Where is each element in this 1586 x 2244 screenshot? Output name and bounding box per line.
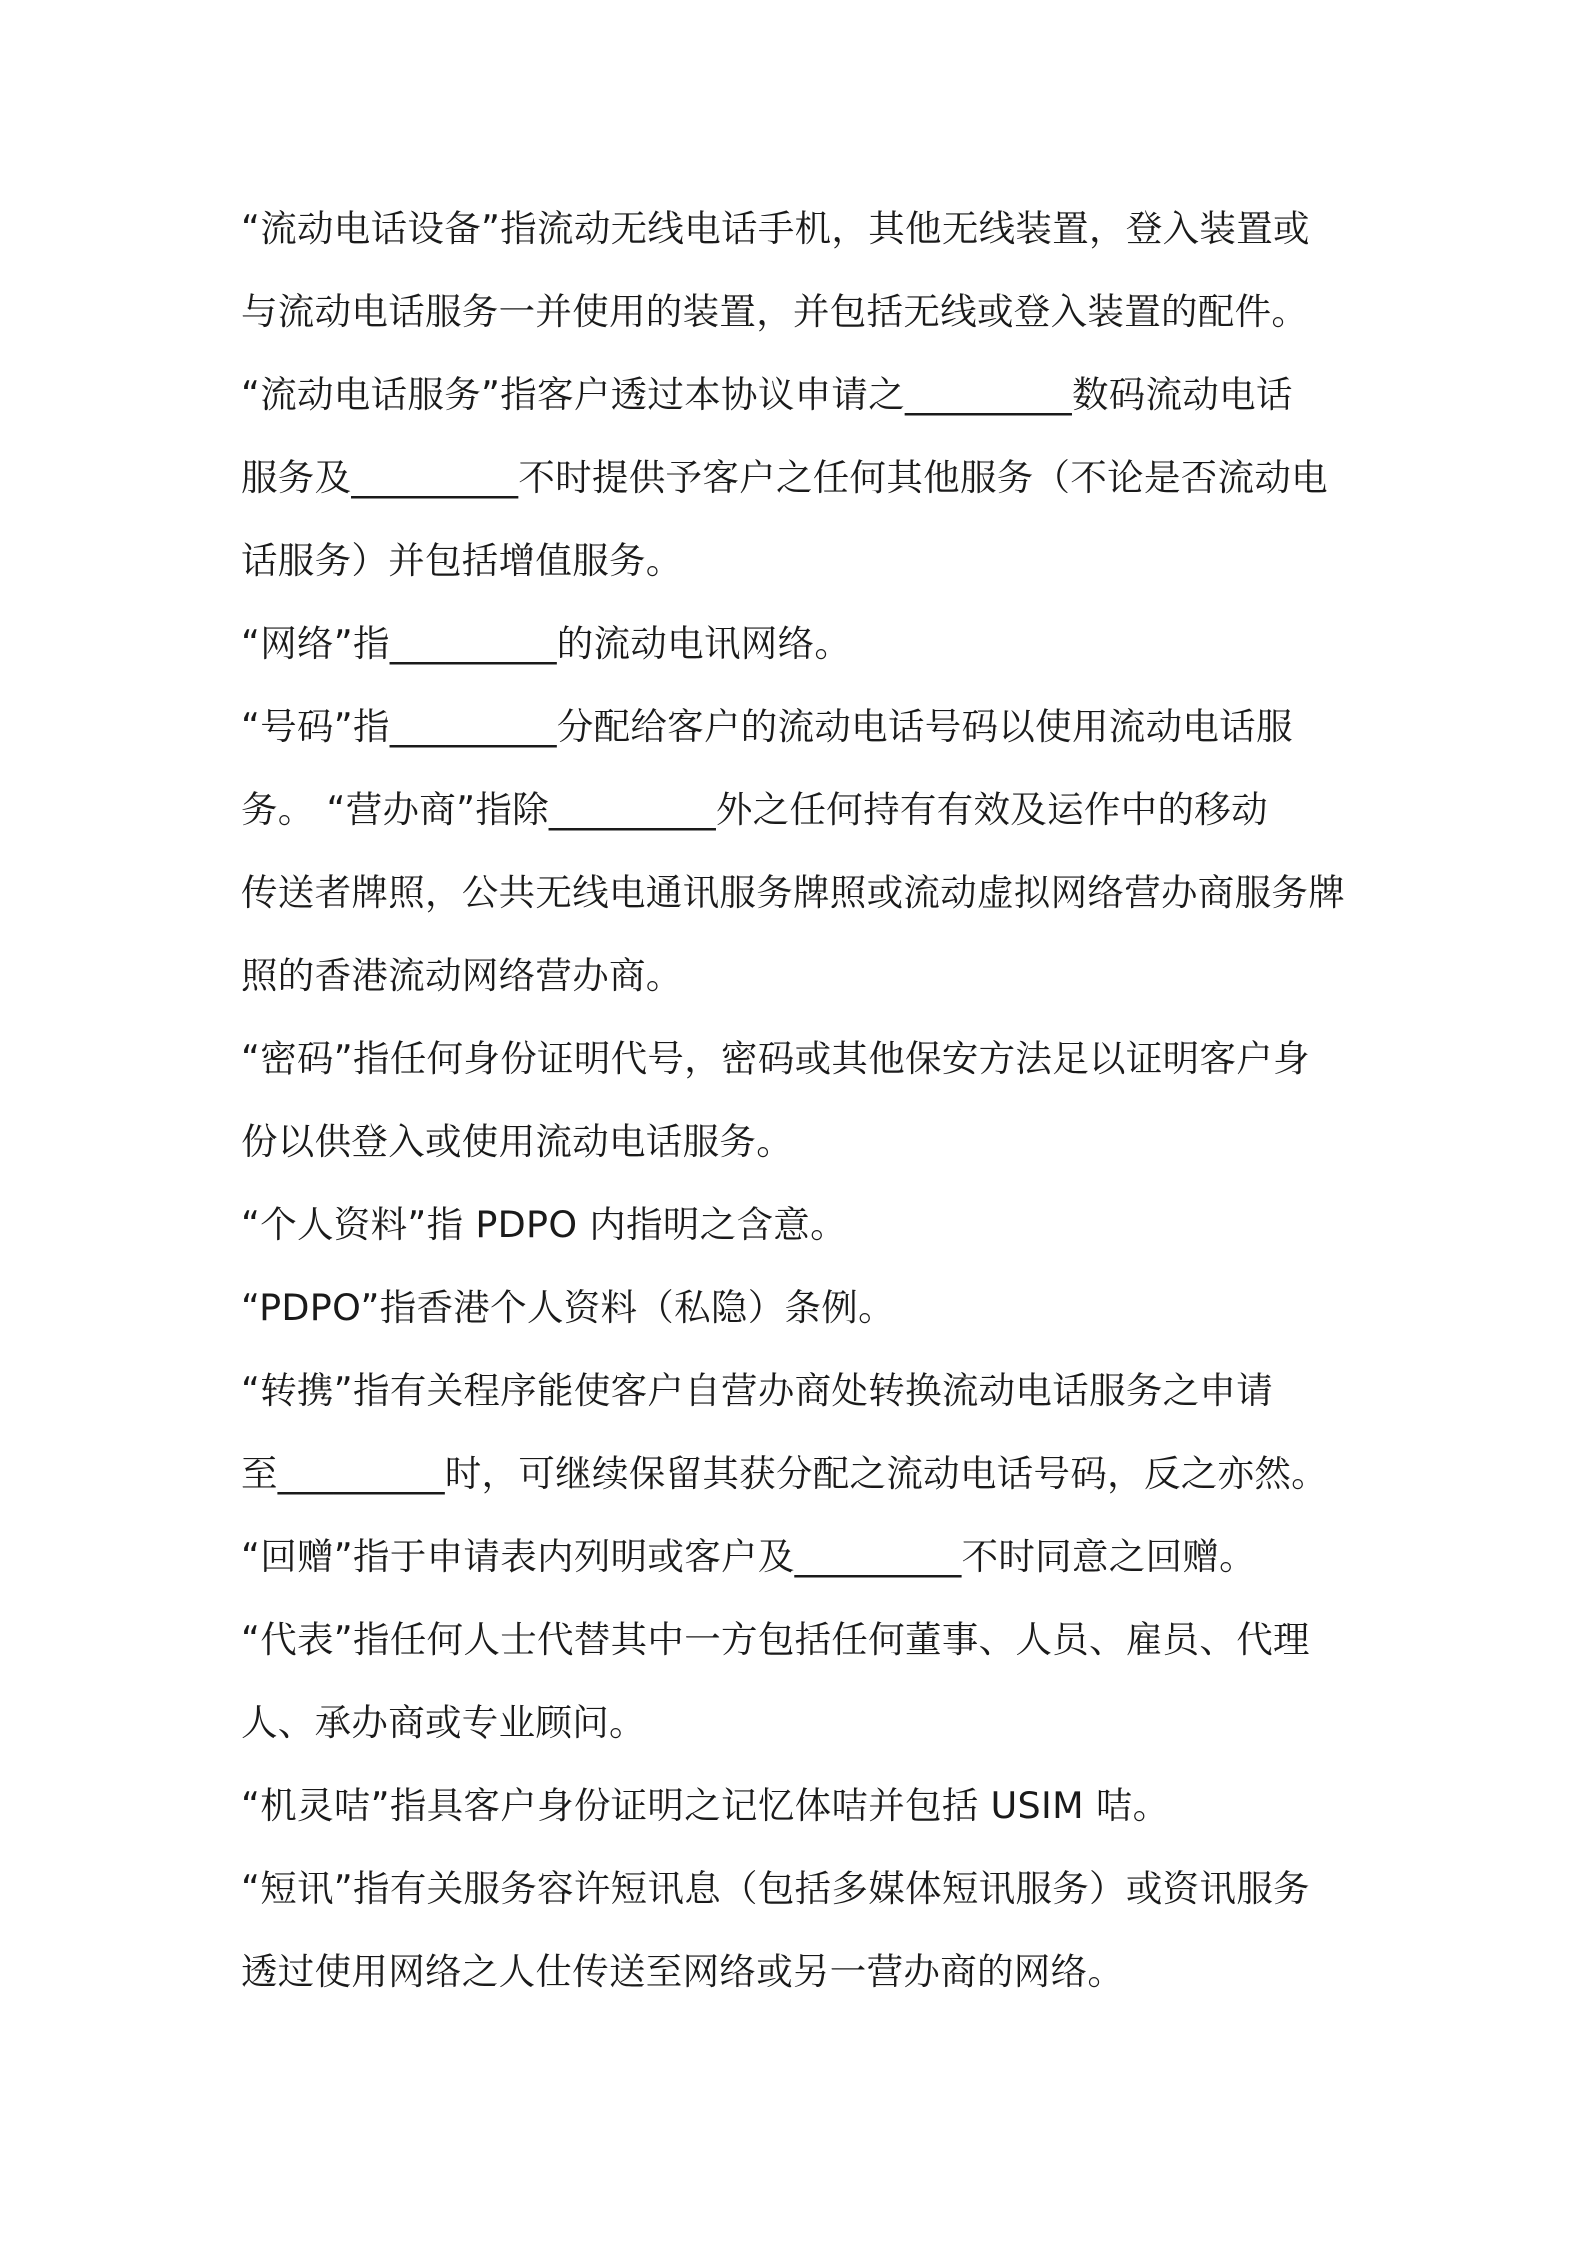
text-line: “密码”指任何身份证明代号，密码或其他保安方法足以证明客户身 [241,1037,1310,1080]
text-line: 人、承办商或专业顾问。 [241,1701,646,1744]
text-line: “代表”指任何人士代替其中一方包括任何董事、人员、雇员、代理 [241,1618,1310,1661]
text-line: 务。 “营办商”指除_________外之任何持有有效及运作中的移动 [241,788,1268,831]
text-line: 照的香港流动网络营办商。 [241,954,683,997]
text-line: “PDPO”指香港个人资料（私隐）条例。 [241,1286,895,1329]
text-line: “回赠”指于申请表内列明或客户及_________不时同意之回赠。 [241,1535,1256,1578]
text-line: 服务及_________不时提供予客户之任何其他服务（不论是否流动电 [241,456,1328,499]
document-body [241,200,1351,2026]
text-line: “个人资料”指 PDPO 内指明之含意。 [241,1203,847,1246]
text-line: “机灵咭”指具客户身份证明之记忆体咭并包括 USIM 咭。 [241,1784,1170,1827]
text-line: 透过使用网络之人仕传送至网络或另一营办商的网络。 [241,1950,1125,1993]
text-line: “流动电话设备”指流动无线电话手机，其他无线装置，登入装置或 [241,207,1310,250]
text-line: “号码”指_________分配给客户的流动电话号码以使用流动电话服 [241,705,1293,748]
text-line: “网络”指_________的流动电讯网络。 [241,622,852,665]
text-line: 份以供登入或使用流动电话服务。 [241,1120,793,1163]
text-line: 传送者牌照，公共无线电通讯服务牌照或流动虚拟网络营办商服务牌 [241,871,1345,914]
text-line: 至_________时，可继续保留其获分配之流动电话号码，反之亦然。 [241,1452,1328,1495]
text-line: 话服务）并包括增值服务。 [241,539,683,582]
text-line: “流动电话服务”指客户透过本协议申请之_________数码流动电话 [241,373,1293,416]
text-line: “转携”指有关程序能使客户自营办商处转换流动电话服务之申请 [241,1369,1274,1412]
text-line: 与流动电话服务一并使用的装置，并包括无线或登入装置的配件。 [241,290,1309,333]
text-line: “短讯”指有关服务容许短讯息（包括多媒体短讯服务）或资讯服务 [241,1867,1310,1910]
